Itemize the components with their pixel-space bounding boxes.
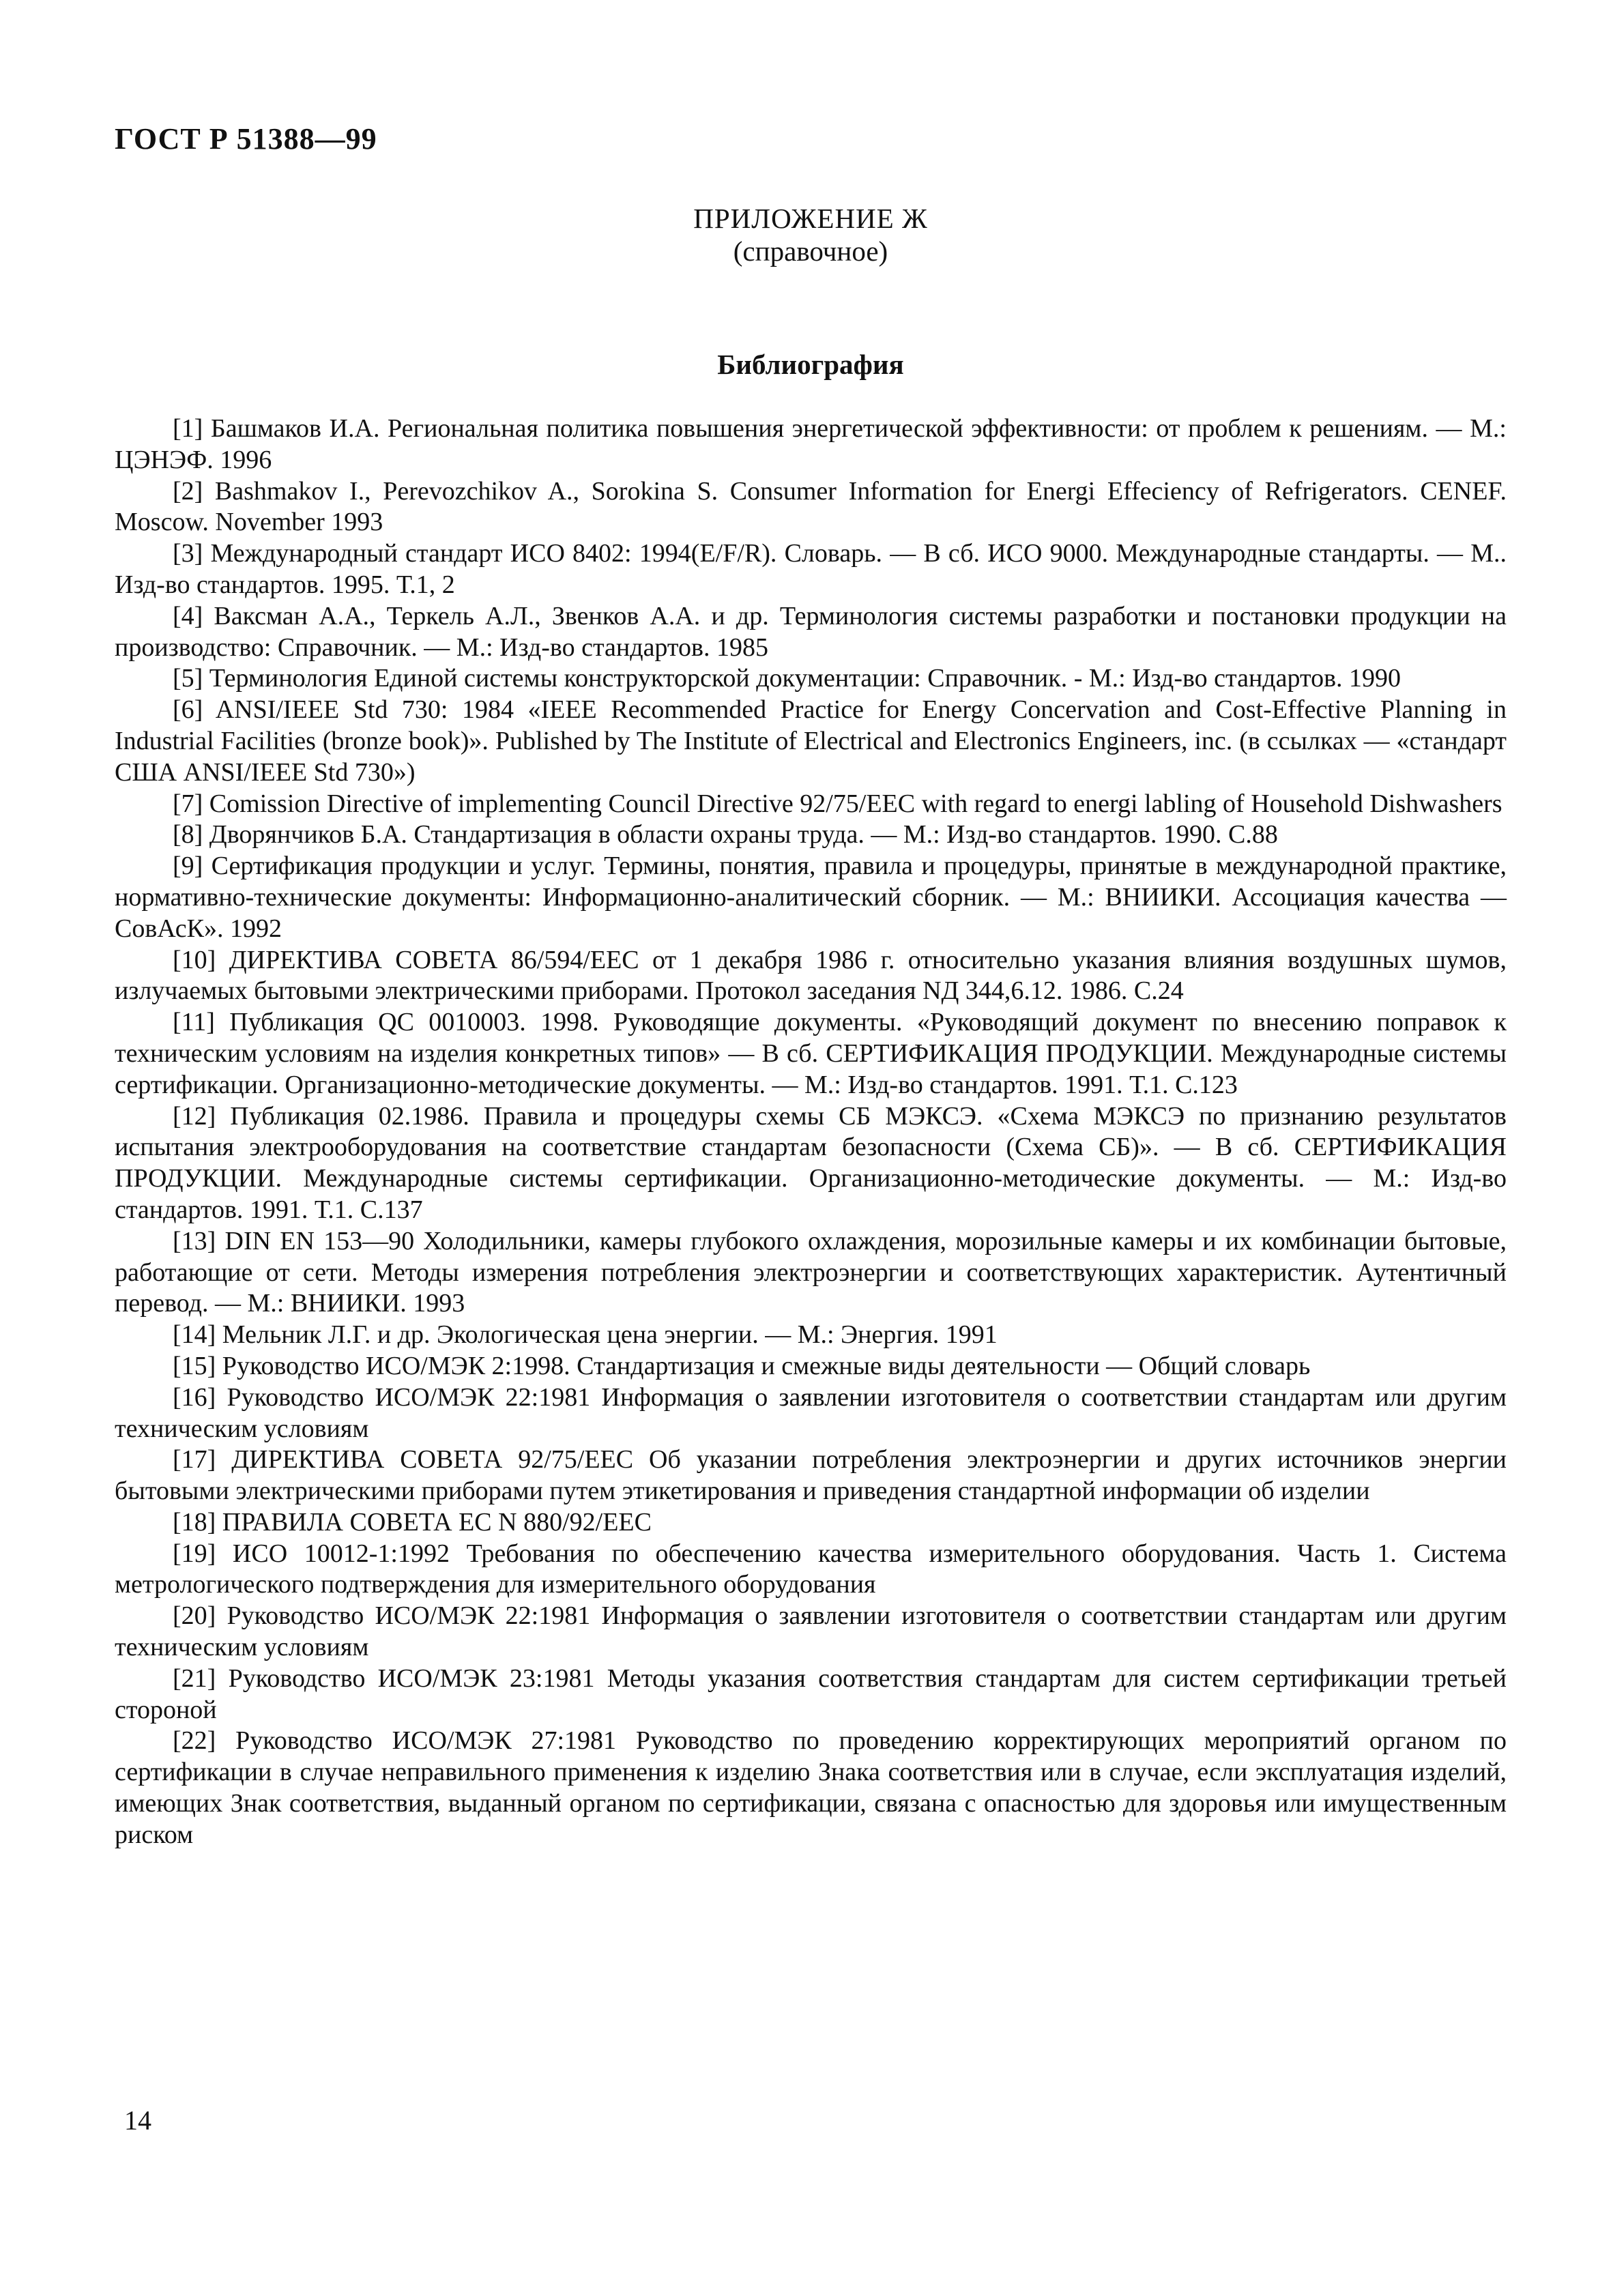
document-code: ГОСТ Р 51388—99: [115, 122, 377, 156]
appendix-heading: [115, 202, 1507, 267]
bibliography-entry: [2] Bashmakov I., Perevozchikov A., Sorokina S. Consumer Information for Energi Effeciency of Refrigerators. CENEF. Moscow. November 1993: [115, 476, 1507, 537]
appendix-title: ПРИЛОЖЕНИЕ Ж: [693, 203, 928, 234]
bibliography-list: [115, 413, 1507, 1851]
bibliography-entry: [4] Ваксман А.А., Теркель А.Л., Звенков А.А. и др. Терминология системы разработки и постановки продукции на производство: Справочник. — М.: Изд-во стандартов. 1985: [115, 601, 1507, 662]
bibliography-entry: [19] ИСО 10012-1:1992 Требования по обеспечению качества измерительного оборудования. Часть 1. Система метрологического подтверждения для измерительного оборудования: [115, 1539, 1507, 1599]
bibliography-entry: [7] Comission Directive of implementing Council Directive 92/75/EEC with regard to energi labling of Household Dishwashers: [173, 789, 1502, 818]
bibliography-entry: [8] Дворянчиков Б.А. Стандартизация в области охраны труда. — М.: Изд-во стандартов. 1990. С.88: [173, 820, 1278, 849]
bibliography-entry: [15] Руководство ИСО/МЭК 2:1998. Стандартизация и смежные виды деятельности — Общий словарь: [173, 1351, 1311, 1380]
appendix-note: (справочное): [733, 235, 888, 267]
bibliography-entry: [13] DIN EN 153—90 Холодильники, камеры глубокого охлаждения, морозильные камеры и их комбинации бытовые, работающие от сети. Методы измерения потребления электроэнергии и соответствующих характеристик. Аутентичный перевод. — М.: ВНИИКИ. 1993: [115, 1226, 1507, 1318]
bibliography-entry: [9] Сертификация продукции и услуг. Термины, понятия, правила и процедуры, принятые в международной практике, нормативно-технические документы: Информационно-аналитический сборник. — М.: ВНИИКИ. Ассоциация качества — СовАсК». 1992: [115, 852, 1507, 943]
bibliography-entry: [14] Мельник Л.Г. и др. Экологическая цена энергии. — М.: Энергия. 1991: [173, 1320, 998, 1350]
bibliography-entry: [18] ПРАВИЛА СОВЕТА ЕС N 880/92/ЕЕС: [173, 1507, 652, 1537]
bibliography-entry: [6] ANSI/IEEE Std 730: 1984 «IEEE Recommended Practice for Energy Concervation and Cost-Effective Planning in Industrial Facilities (bronze book)». Published by The Institute of Electrical and Electronics Engineers, inc. (в ссылках — «стандарт США ANSI/IEEE Std 730»): [115, 695, 1507, 787]
bibliography-title: Библиография: [717, 349, 904, 380]
page-number: 14: [124, 2105, 151, 2136]
bibliography-entry: [21] Руководство ИСО/МЭК 23:1981 Методы указания соответствия стандартам для систем сертификации третьей стороной: [115, 1663, 1507, 1724]
bibliography-entry: [5] Терминология Единой системы конструкторской документации: Справочник. - М.: Изд-во стандартов. 1990: [173, 664, 1401, 693]
bibliography-entry: [20] Руководство ИСО/МЭК 22:1981 Информация о заявлении изготовителя о соответствии стандартам или другим техническим условиям: [115, 1601, 1507, 1662]
bibliography-entry: [12] Публикация 02.1986. Правила и процедуры схемы СБ МЭКСЭ. «Схема МЭКСЭ по признанию результатов испытания электрооборудования на соответствие стандартам безопасности (Схема СБ)». — В сб. СЕРТИФИКАЦИЯ ПРОДУКЦИИ. Международные системы сертификации. Организационно-методические документы. — М.: Изд-во стандартов. 1991. Т.1. С.137: [115, 1101, 1507, 1224]
bibliography-entry: [1] Башмаков И.А. Региональная политика повышения энергетической эффективности: от проблем к решениям. — М.: ЦЭНЭФ. 1996: [115, 414, 1507, 474]
bibliography-entry: [22] Руководство ИСО/МЭК 27:1981 Руководство по проведению корректирующих мероприятий органом по сертификации в случае неправильного применения к изделию Знака соответствия или в случае, если эксплуатация изделий, имеющих Знак соответствия, выданный органом по сертификации, связана с опасностью для здоровья или имущественным риском: [115, 1726, 1507, 1849]
bibliography-entry: [16] Руководство ИСО/МЭК 22:1981 Информация о заявлении изготовителя о соответствии стандартам или другим техническим условиям: [115, 1382, 1507, 1443]
bibliography-entry: [11] Публикация QC 0010003. 1998. Руководящие документы. «Руководящий документ по внесению поправок к техническим условиям на изделия конкретных типов» — В сб. СЕРТИФИКАЦИЯ ПРОДУКЦИИ. Международные системы сертификации. Организационно-методические документы. — М.: Изд-во стандартов. 1991. Т.1. С.123: [115, 1008, 1507, 1099]
bibliography-entry: [10] ДИРЕКТИВА СОВЕТА 86/594/ЕЕС от 1 декабря 1986 г. относительно указания влияния воздушных шумов, излучаемых бытовыми электрическими приборами. Протокол заседания NД 344,6.12. 1986. С.24: [115, 945, 1507, 1006]
bibliography-entry: [3] Международный стандарт ИСО 8402: 1994(E/F/R). Словарь. — В сб. ИСО 9000. Международные стандарты. — М.. Изд-во стандартов. 1995. Т.1, 2: [115, 539, 1507, 599]
bibliography-entry: [17] ДИРЕКТИВА СОВЕТА 92/75/ЕЕС Об указании потребления электроэнергии и других источников энергии бытовыми электрическими приборами путем этикетирования и приведения стандартной информации об изделии: [115, 1445, 1507, 1506]
